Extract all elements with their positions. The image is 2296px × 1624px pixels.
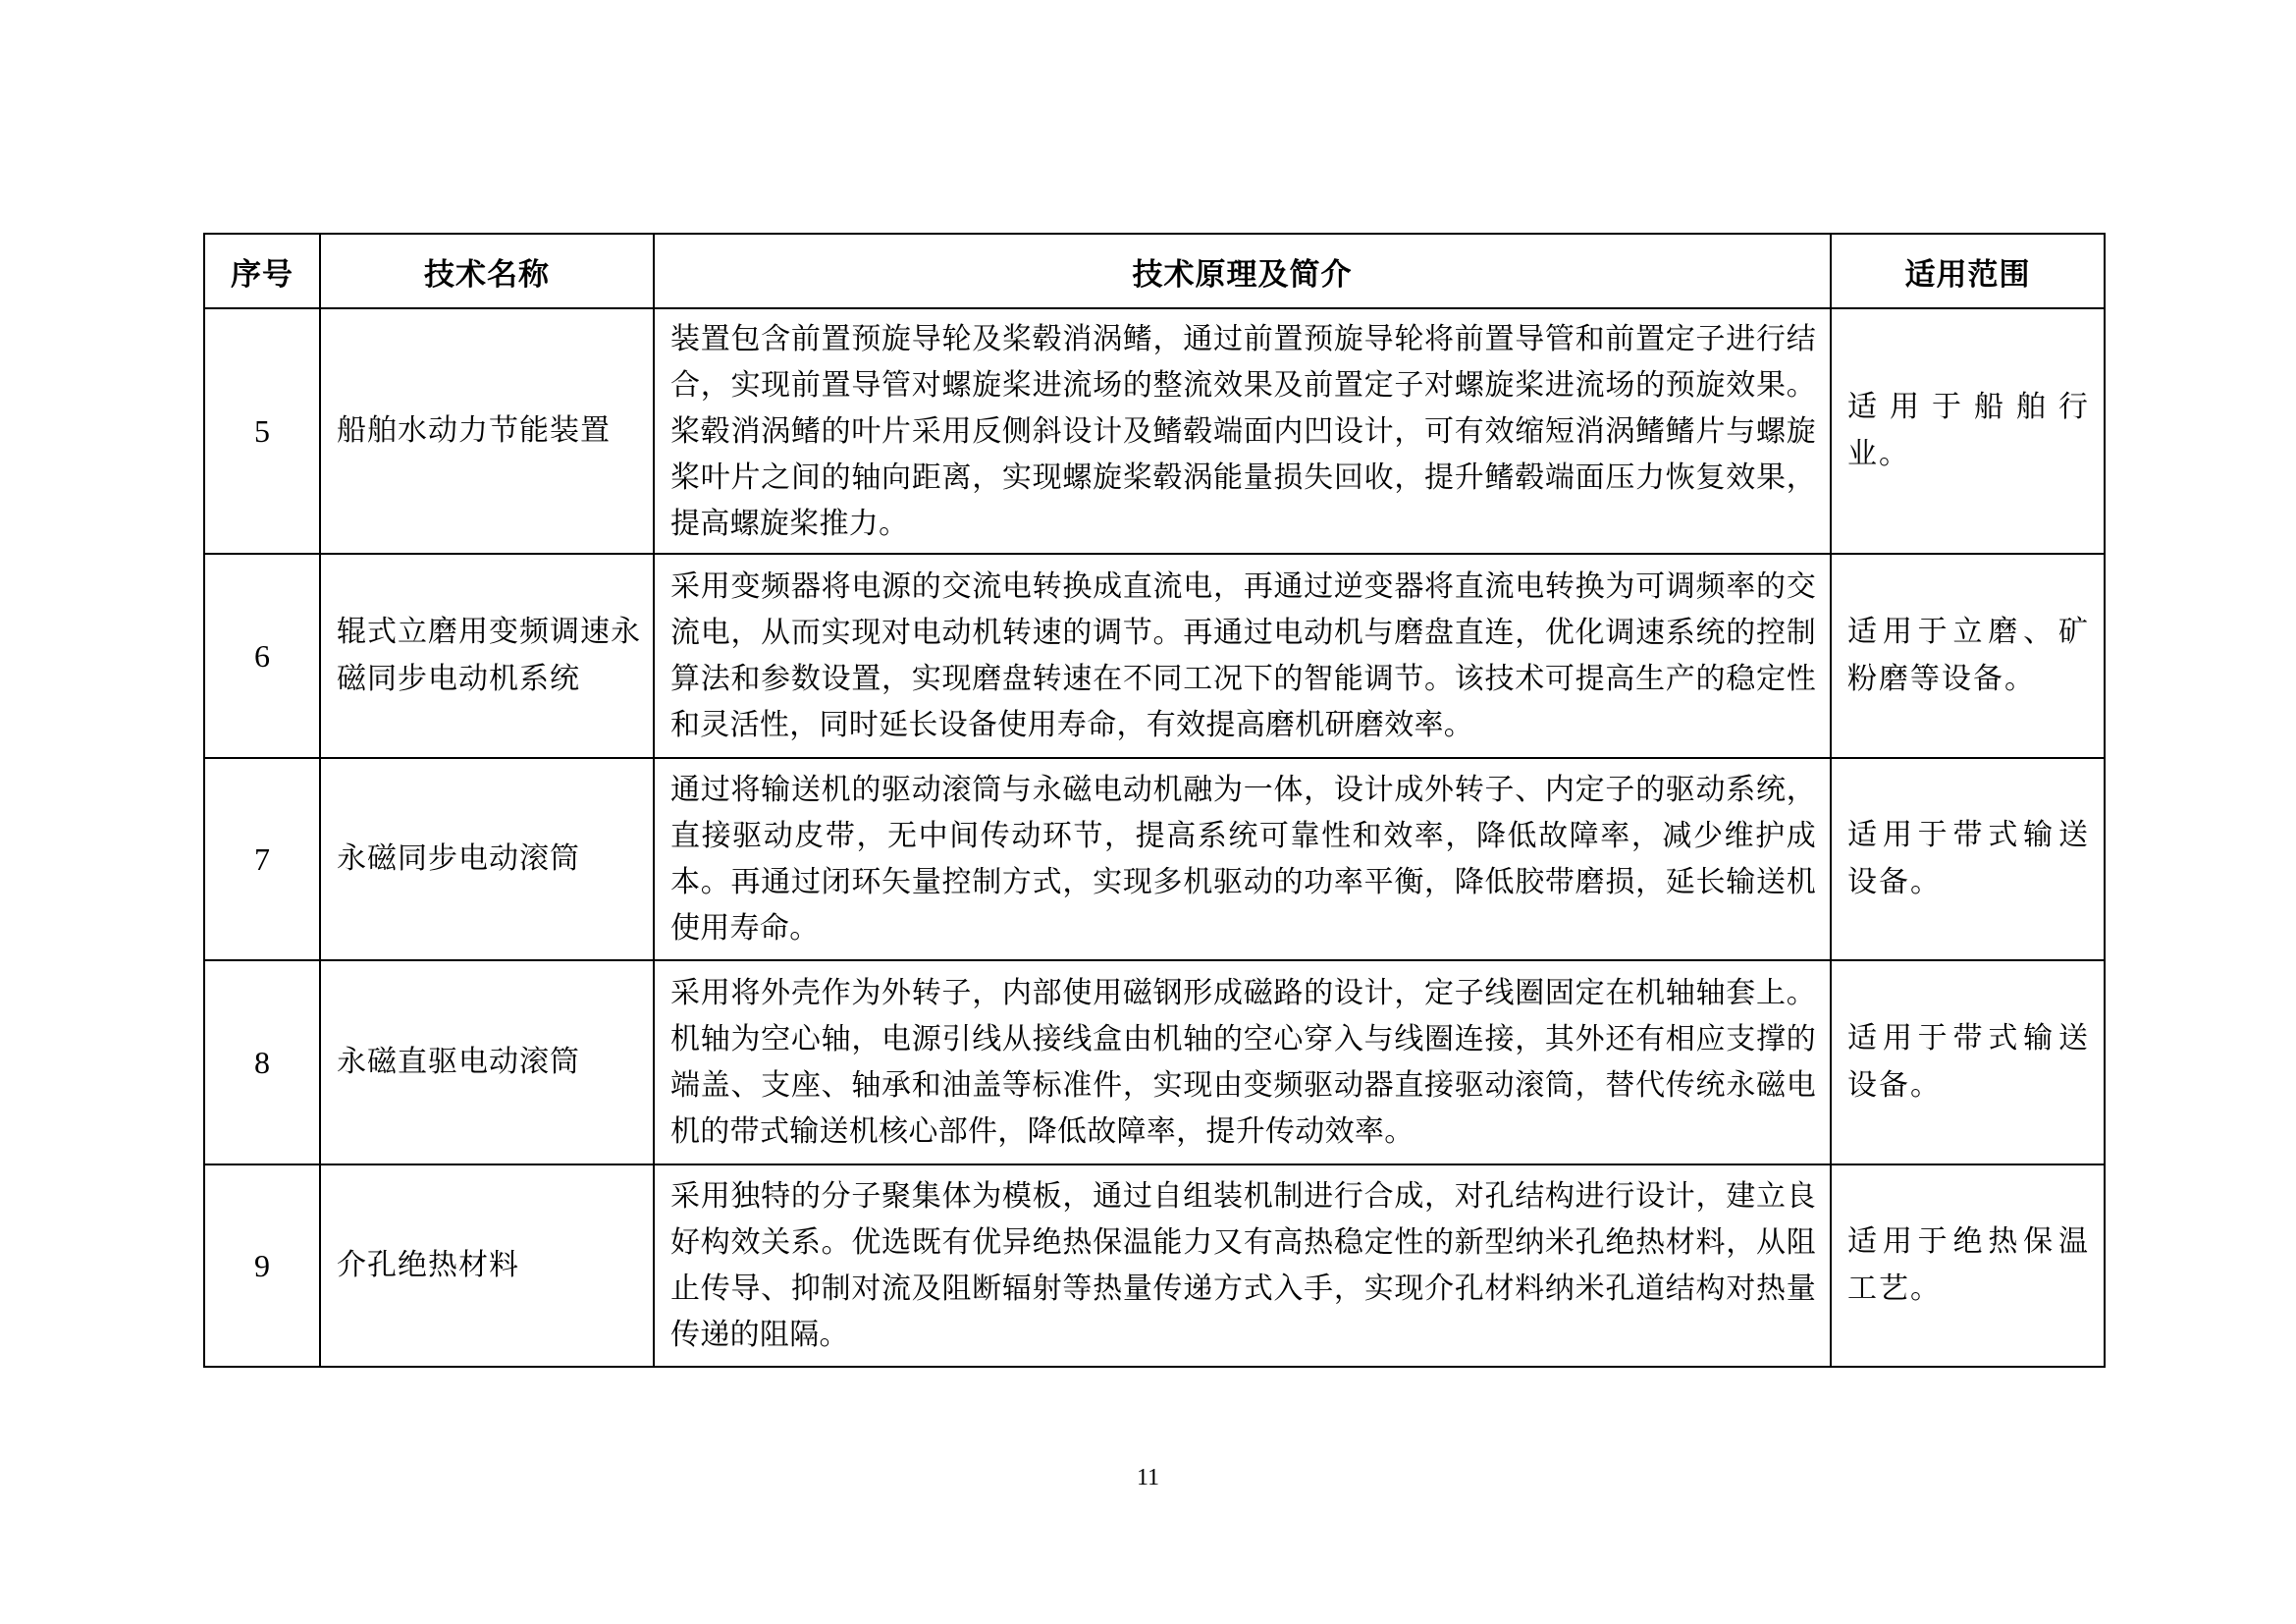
header-technology-name: 技术名称 <box>320 234 654 308</box>
table-row <box>204 554 2105 758</box>
row-application-scope: 适用于船舶行业。 <box>1831 308 2105 554</box>
row-serial-number: 8 <box>204 960 320 1164</box>
header-serial-number: 序号 <box>204 234 320 308</box>
table-row <box>204 758 2105 960</box>
row-application-scope: 适用于绝热保温工艺。 <box>1831 1164 2105 1367</box>
table-row <box>204 1164 2105 1367</box>
row-technology-description: 装置包含前置预旋导轮及桨毂消涡鳍，通过前置预旋导轮将前置导管和前置定子进行结合，实现前置导管对螺旋桨进流场的整流效果及前置定子对螺旋桨进流场的预旋效果。桨毂消涡鳍的叶片采用反侧斜设计及鳍毂端面内凹设计，可有效缩短消涡鳍鳍片与螺旋桨叶片之间的轴向距离，实现螺旋桨毂涡能量损失回收，提升鳍毂端面压力恢复效果，提高螺旋桨推力。 <box>654 308 1831 554</box>
table-header-row <box>204 234 2105 308</box>
row-application-scope: 适用于立磨、矿粉磨等设备。 <box>1831 554 2105 758</box>
row-technology-name: 船舶水动力节能装置 <box>320 308 654 554</box>
page-number: 11 <box>1136 1465 1160 1490</box>
row-technology-description: 采用变频器将电源的交流电转换成直流电，再通过逆变器将直流电转换为可调频率的交流电，从而实现对电动机转速的调节。再通过电动机与磨盘直连，优化调速系统的控制算法和参数设置，实现磨盘转速在不同工况下的智能调节。该技术可提高生产的稳定性和灵活性，同时延长设备使用寿命，有效提高磨机研磨效率。 <box>654 554 1831 758</box>
row-serial-number: 5 <box>204 308 320 554</box>
row-application-scope: 适用于带式输送设备。 <box>1831 960 2105 1164</box>
technology-catalog-table <box>203 233 2106 1368</box>
table-row <box>204 960 2105 1164</box>
row-serial-number: 9 <box>204 1164 320 1367</box>
header-application-scope: 适用范围 <box>1831 234 2105 308</box>
table-row <box>204 308 2105 554</box>
row-technology-name: 辊式立磨用变频调速永磁同步电动机系统 <box>320 554 654 758</box>
row-technology-name: 介孔绝热材料 <box>320 1164 654 1367</box>
row-technology-name: 永磁直驱电动滚筒 <box>320 960 654 1164</box>
row-application-scope: 适用于带式输送设备。 <box>1831 758 2105 960</box>
row-serial-number: 7 <box>204 758 320 960</box>
row-technology-description: 通过将输送机的驱动滚筒与永磁电动机融为一体，设计成外转子、内定子的驱动系统，直接驱动皮带，无中间传动环节，提高系统可靠性和效率，降低故障率，减少维护成本。再通过闭环矢量控制方式，实现多机驱动的功率平衡，降低胶带磨损，延长输送机使用寿命。 <box>654 758 1831 960</box>
row-technology-description: 采用将外壳作为外转子，内部使用磁钢形成磁路的设计，定子线圈固定在机轴轴套上。机轴为空心轴，电源引线从接线盒由机轴的空心穿入与线圈连接，其外还有相应支撑的端盖、支座、轴承和油盖等标准件，实现由变频驱动器直接驱动滚筒，替代传统永磁电机的带式输送机核心部件，降低故障率，提升传动效率。 <box>654 960 1831 1164</box>
header-technology-description: 技术原理及简介 <box>654 234 1831 308</box>
row-technology-name: 永磁同步电动滚筒 <box>320 758 654 960</box>
row-serial-number: 6 <box>204 554 320 758</box>
row-technology-description: 采用独特的分子聚集体为模板，通过自组装机制进行合成，对孔结构进行设计，建立良好构效关系。优选既有优异绝热保温能力又有高热稳定性的新型纳米孔绝热材料，从阻止传导、抑制对流及阻断辐射等热量传递方式入手，实现介孔材料纳米孔道结构对热量传递的阻隔。 <box>654 1164 1831 1367</box>
